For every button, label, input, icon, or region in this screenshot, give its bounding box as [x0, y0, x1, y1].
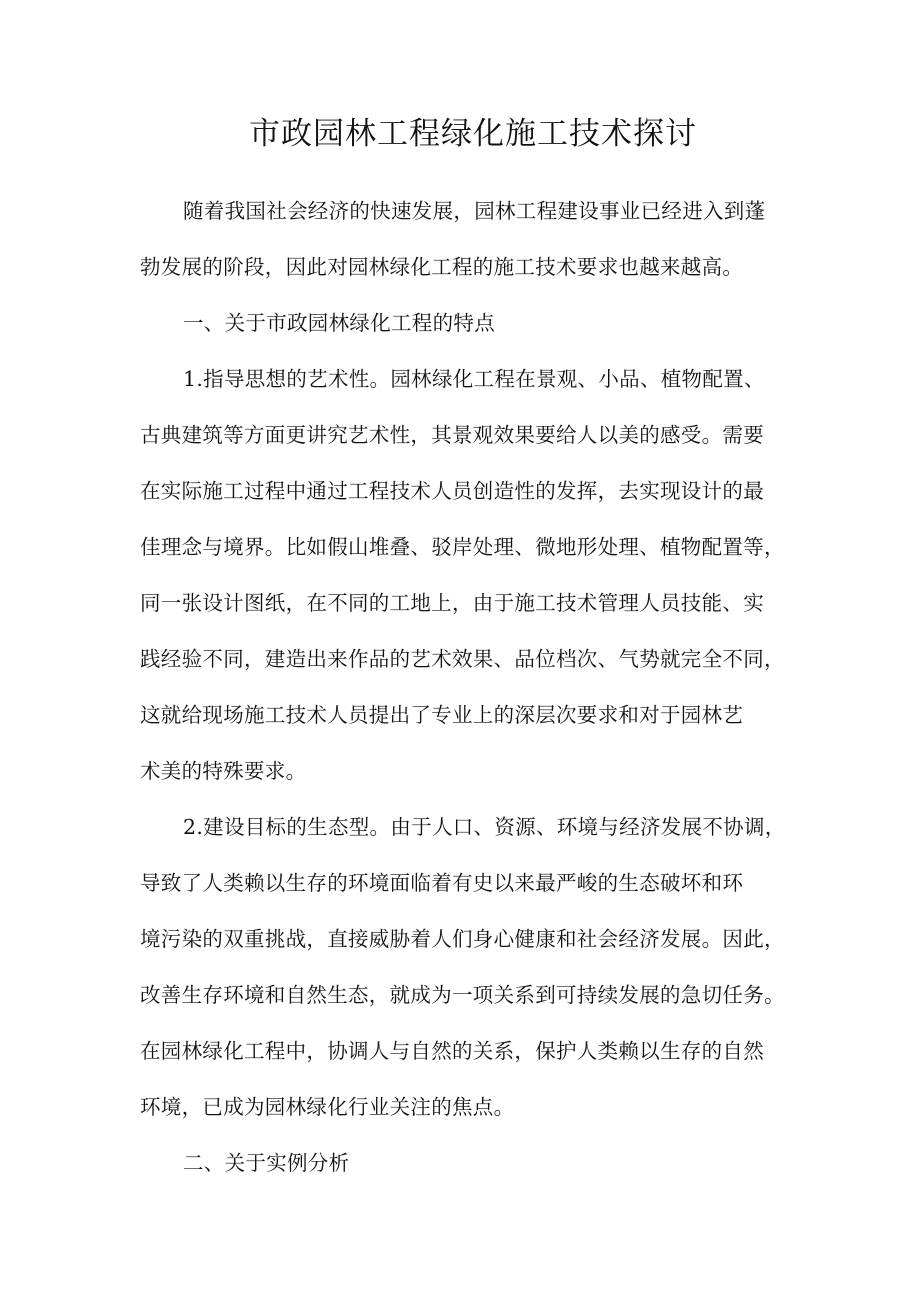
paragraph-2-line-5: 在园林绿化工程中，协调人与自然的关系，保护人类赖以生存的自然	[140, 1039, 764, 1063]
paragraph-1-line-7: 这就给现场施工技术人员提出了专业上的深层次要求和对于园林艺	[140, 703, 744, 727]
paragraph-intro-line-1: 随着我国社会经济的快速发展，园林工程建设事业已经进入到蓬	[183, 199, 766, 223]
paragraph-1-line-2: 古典建筑等方面更讲究艺术性，其景观效果要给人以美的感受。需要	[140, 423, 764, 447]
paragraph-1-line-6: 践经验不同，建造出来作品的艺术效果、品位档次、气势就完全不同，	[140, 647, 785, 671]
paragraph-1-line-4: 佳理念与境界。比如假山堆叠、驳岸处理、微地形处理、植物配置等，	[140, 535, 785, 559]
paragraph-1-line-1: 1.指导思想的艺术性。园林绿化工程在景观、小品、植物配置、	[183, 367, 765, 391]
paragraph-2-line-4: 改善生存环境和自然生态，就成为一项关系到可持续发展的急切任务。	[140, 983, 785, 1007]
paragraph-1-line-3: 在实际施工过程中通过工程技术人员创造性的发挥，去实现设计的最	[140, 479, 764, 503]
paragraph-2-line-6: 环境，已成为园林绿化行业关注的焦点。	[140, 1095, 515, 1119]
paragraph-2-line-2: 导致了人类赖以生存的环境面临着有史以来最严峻的生态破坏和环	[140, 871, 744, 895]
paragraph-1-line-5: 同一张设计图纸，在不同的工地上，由于施工技术管理人员技能、实	[140, 591, 764, 615]
paragraph-1-line-8: 术美的特殊要求。	[140, 759, 307, 783]
section-heading-1: 一、关于市政园林绿化工程的特点	[183, 311, 495, 335]
document-title: 市政园林工程绿化施工技术探讨	[249, 116, 697, 152]
section-heading-2: 二、关于实例分析	[183, 1151, 350, 1175]
paragraph-2-line-1: 2.建设目标的生态型。由于人口、资源、环境与经济发展不协调，	[183, 815, 786, 839]
paragraph-2-line-3: 境污染的双重挑战，直接威胁着人们身心健康和社会经济发展。因此，	[140, 927, 785, 951]
paragraph-intro-line-2: 勃发展的阶段，因此对园林绿化工程的施工技术要求也越来越高。	[140, 255, 744, 279]
